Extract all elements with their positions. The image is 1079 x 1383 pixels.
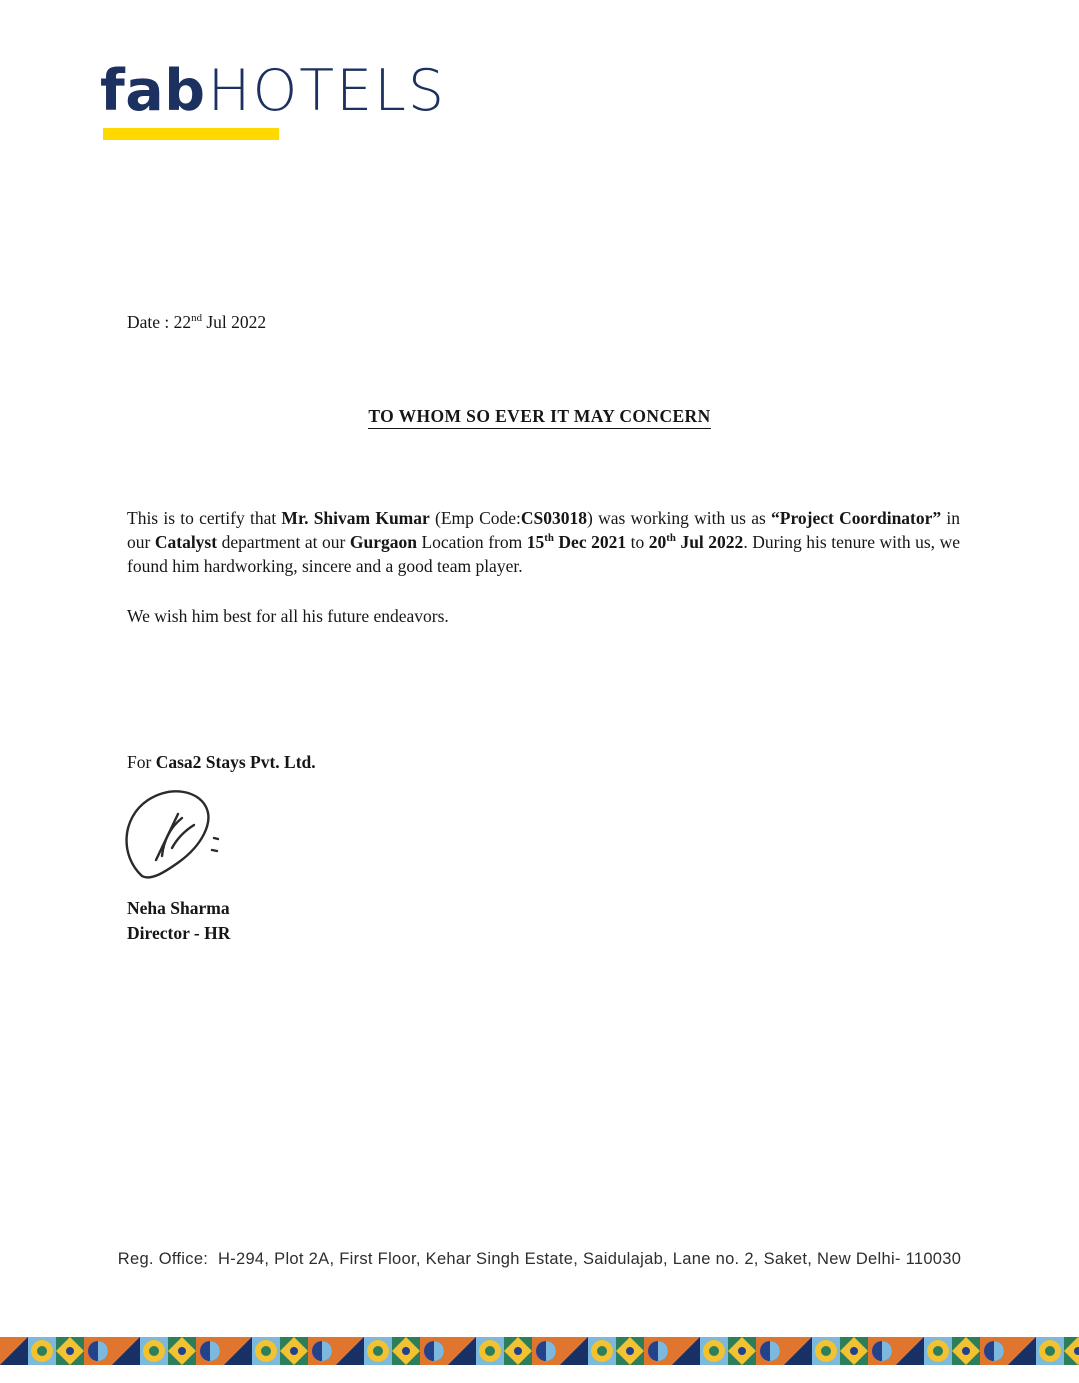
date-ordinal-suffix: nd (191, 312, 202, 325)
text-segment: (Emp Code: (429, 508, 521, 528)
location: Gurgaon (349, 532, 417, 553)
signatory-name: Neha Sharma (127, 898, 230, 918)
company-name: Casa2 Stays Pvt. Ltd. (155, 752, 316, 772)
closing-wish: We wish him best for all his future endeavors. (127, 606, 449, 626)
signoff-line (127, 752, 316, 773)
letter-title: TO WHOM SO EVER IT MAY CONCERN (368, 406, 710, 429)
text-segment: Location from (416, 532, 527, 553)
date-suffix: Jul 2022 (202, 312, 267, 332)
text-segment: in our (127, 508, 960, 553)
logo-hotels-text: HOTELS (207, 58, 447, 124)
department: Catalyst (154, 532, 218, 553)
end-date-month-year: Jul 2022 (675, 532, 744, 553)
signatory-block (127, 896, 230, 947)
start-date-day: 15 (526, 532, 545, 553)
designation: “Project Coordinator” (771, 508, 942, 528)
registered-office-line: Reg. Office: H-294, Plot 2A, First Floor, Kehar Singh Estate, Saidulajab, Lane no. 2, Saket, New Delhi- 110030 (117, 1250, 962, 1268)
text-segment: This is to certify that (127, 508, 282, 528)
title-wrap (0, 406, 1079, 429)
date-line (127, 312, 266, 333)
start-date (527, 532, 626, 552)
signature-scribble (118, 788, 236, 888)
date-prefix: Date : 22 (127, 312, 192, 332)
end-date (649, 532, 744, 552)
fabhotels-logo (100, 58, 446, 140)
logo-yellow-underline (103, 128, 279, 140)
body-paragraph (127, 506, 960, 578)
start-date-ordinal: th (544, 532, 554, 545)
text-segment: . During his tenure with us, we found him hardworking, sincere and a good team player. (127, 532, 960, 577)
logo-wordmark (100, 58, 446, 124)
signatory-title: Director - HR (127, 923, 231, 944)
logo-fab-text: fab (100, 58, 206, 124)
for-prefix: For (127, 752, 156, 772)
text-segment: to (626, 532, 649, 553)
text-segment: department at our (217, 532, 350, 553)
end-date-day: 20 (648, 532, 667, 553)
employee-code: CS03018 (520, 508, 588, 528)
start-date-month-year: Dec 2021 (553, 532, 627, 553)
text-segment: ) was working with us as (587, 508, 772, 528)
mosaic-border-pattern (0, 1337, 1079, 1365)
end-date-ordinal: th (666, 532, 676, 545)
employee-name: Mr. Shivam Kumar (281, 508, 430, 528)
